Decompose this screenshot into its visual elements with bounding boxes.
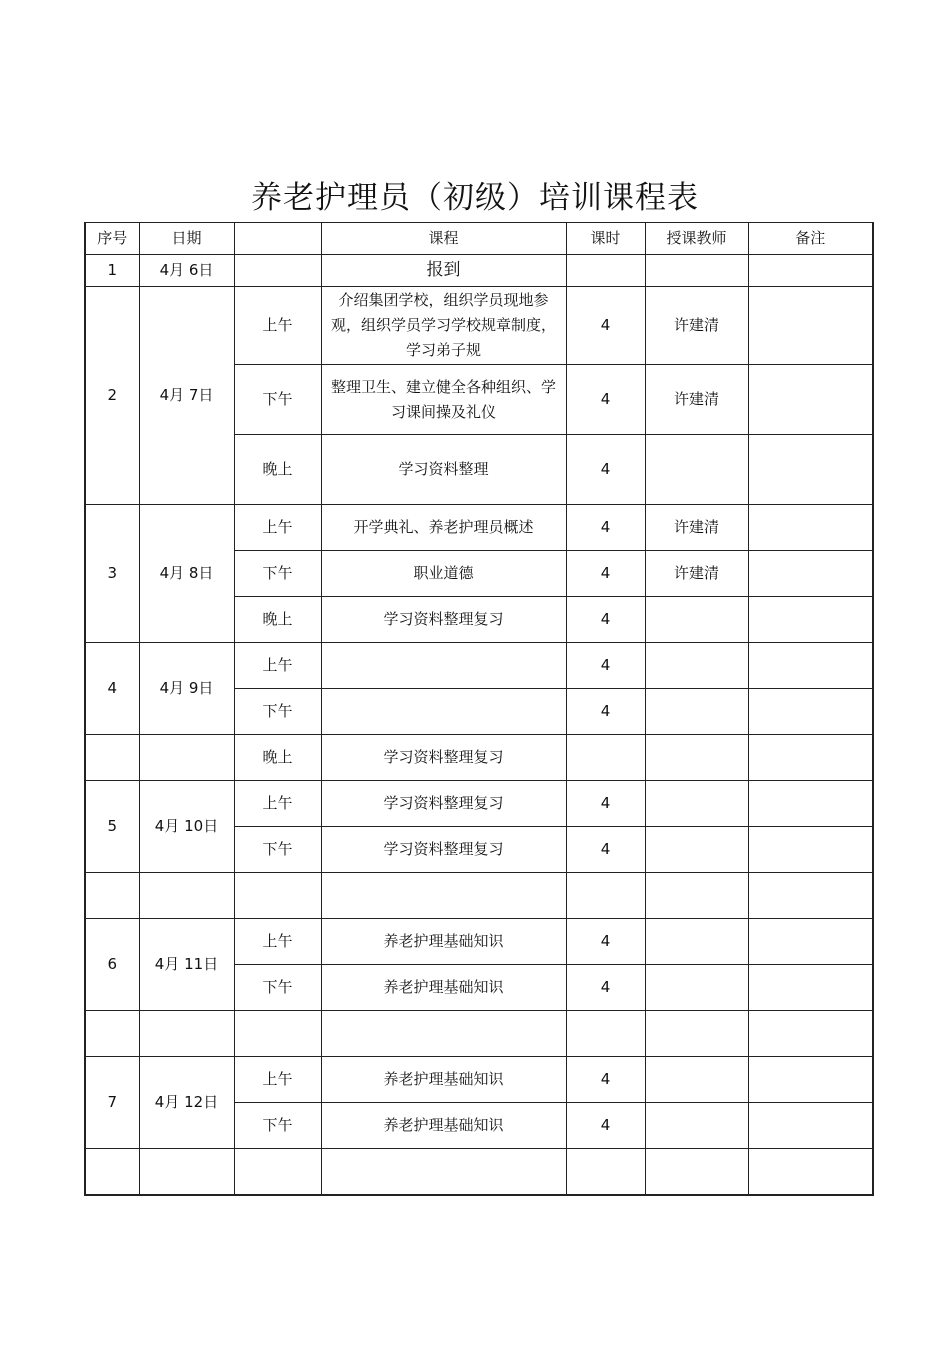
table-row xyxy=(85,919,873,965)
row-course xyxy=(321,643,566,689)
row-hours xyxy=(566,873,645,919)
row-teacher xyxy=(645,1103,748,1149)
row-remarks xyxy=(748,365,873,435)
header-hours: 课时 xyxy=(566,223,645,255)
table-row xyxy=(85,873,873,919)
row-period: 上午 xyxy=(234,287,321,365)
row-remarks xyxy=(748,1149,873,1195)
row-course: 学习资料整理复习 xyxy=(321,781,566,827)
row-remarks xyxy=(748,435,873,505)
row-period xyxy=(234,255,321,287)
row-no: 3 xyxy=(85,505,139,643)
row-period: 上午 xyxy=(234,643,321,689)
row-hours: 4 xyxy=(566,965,645,1011)
row-course: 报到 xyxy=(321,255,566,287)
row-remarks xyxy=(748,781,873,827)
row-course: 介绍集团学校，组织学员现地参观，组织学员学习学校规章制度，学习弟子规 xyxy=(321,287,566,365)
row-teacher xyxy=(645,1011,748,1057)
row-period: 下午 xyxy=(234,551,321,597)
row-course: 职业道德 xyxy=(321,551,566,597)
row-no: 2 xyxy=(85,287,139,505)
row-no: 6 xyxy=(85,919,139,1011)
row-period: 晚上 xyxy=(234,735,321,781)
row-course: 学习资料整理复习 xyxy=(321,597,566,643)
row-hours: 4 xyxy=(566,435,645,505)
row-period: 下午 xyxy=(234,827,321,873)
row-date: 4月 7日 xyxy=(139,287,234,505)
row-remarks xyxy=(748,873,873,919)
row-date xyxy=(139,735,234,781)
row-teacher: 许建清 xyxy=(645,365,748,435)
row-teacher: 许建清 xyxy=(645,551,748,597)
row-no xyxy=(85,1149,139,1195)
row-date: 4月 10日 xyxy=(139,781,234,873)
row-hours: 4 xyxy=(566,689,645,735)
row-teacher xyxy=(645,827,748,873)
row-date: 4月 9日 xyxy=(139,643,234,735)
row-remarks xyxy=(748,919,873,965)
row-period: 下午 xyxy=(234,365,321,435)
row-remarks xyxy=(748,597,873,643)
row-hours xyxy=(566,735,645,781)
row-remarks xyxy=(748,505,873,551)
row-teacher xyxy=(645,643,748,689)
row-date: 4月 6日 xyxy=(139,255,234,287)
row-hours: 4 xyxy=(566,597,645,643)
row-hours: 4 xyxy=(566,827,645,873)
row-remarks xyxy=(748,643,873,689)
row-teacher xyxy=(645,919,748,965)
row-hours: 4 xyxy=(566,643,645,689)
header-course: 课程 xyxy=(321,223,566,255)
row-teacher xyxy=(645,597,748,643)
row-teacher xyxy=(645,735,748,781)
page-title: 养老护理员（初级）培训课程表 xyxy=(251,180,699,216)
row-course: 养老护理基础知识 xyxy=(321,919,566,965)
header-teacher: 授课教师 xyxy=(645,223,748,255)
row-hours: 4 xyxy=(566,551,645,597)
row-teacher xyxy=(645,965,748,1011)
row-no: 4 xyxy=(85,643,139,735)
row-date: 4月 8日 xyxy=(139,505,234,643)
table-row xyxy=(85,1057,873,1103)
row-period: 下午 xyxy=(234,689,321,735)
row-period xyxy=(234,1011,321,1057)
row-date: 4月 12日 xyxy=(139,1057,234,1149)
row-remarks xyxy=(748,1057,873,1103)
table-row xyxy=(85,255,873,287)
header-remarks: 备注 xyxy=(748,223,873,255)
row-hours: 4 xyxy=(566,1057,645,1103)
row-hours: 4 xyxy=(566,781,645,827)
row-period xyxy=(234,873,321,919)
row-no xyxy=(85,1011,139,1057)
row-course: 学习资料整理复习 xyxy=(321,735,566,781)
row-teacher xyxy=(645,435,748,505)
schedule-table xyxy=(84,222,874,1196)
table-row xyxy=(85,287,873,365)
row-period: 上午 xyxy=(234,1057,321,1103)
header-date: 日期 xyxy=(139,223,234,255)
row-remarks xyxy=(748,827,873,873)
row-remarks xyxy=(748,735,873,781)
row-course: 养老护理基础知识 xyxy=(321,1103,566,1149)
row-remarks xyxy=(748,1011,873,1057)
table-row xyxy=(85,735,873,781)
header-period xyxy=(234,223,321,255)
row-period: 晚上 xyxy=(234,597,321,643)
row-hours: 4 xyxy=(566,505,645,551)
row-teacher: 许建清 xyxy=(645,287,748,365)
row-period: 下午 xyxy=(234,965,321,1011)
row-date xyxy=(139,873,234,919)
row-course: 养老护理基础知识 xyxy=(321,1057,566,1103)
row-date: 4月 11日 xyxy=(139,919,234,1011)
row-period: 上午 xyxy=(234,919,321,965)
row-hours: 4 xyxy=(566,365,645,435)
row-course xyxy=(321,689,566,735)
row-course xyxy=(321,1011,566,1057)
row-no: 1 xyxy=(85,255,139,287)
row-course xyxy=(321,873,566,919)
row-hours xyxy=(566,1011,645,1057)
row-hours: 4 xyxy=(566,287,645,365)
row-hours xyxy=(566,1149,645,1195)
row-course: 学习资料整理 xyxy=(321,435,566,505)
row-teacher xyxy=(645,1057,748,1103)
row-period: 晚上 xyxy=(234,435,321,505)
row-no: 5 xyxy=(85,781,139,873)
table-row xyxy=(85,781,873,827)
header-row xyxy=(85,223,873,255)
row-date xyxy=(139,1149,234,1195)
row-teacher xyxy=(645,1149,748,1195)
table-row xyxy=(85,643,873,689)
row-no: 7 xyxy=(85,1057,139,1149)
row-hours: 4 xyxy=(566,1103,645,1149)
row-teacher: 许建清 xyxy=(645,505,748,551)
row-course: 养老护理基础知识 xyxy=(321,965,566,1011)
row-no xyxy=(85,735,139,781)
row-period xyxy=(234,1149,321,1195)
row-remarks xyxy=(748,1103,873,1149)
row-teacher xyxy=(645,781,748,827)
row-period: 上午 xyxy=(234,781,321,827)
row-period: 上午 xyxy=(234,505,321,551)
row-hours xyxy=(566,255,645,287)
row-teacher xyxy=(645,689,748,735)
table-row xyxy=(85,1149,873,1195)
row-course: 开学典礼、养老护理员概述 xyxy=(321,505,566,551)
row-teacher xyxy=(645,255,748,287)
row-no xyxy=(85,873,139,919)
row-period: 下午 xyxy=(234,1103,321,1149)
row-remarks xyxy=(748,689,873,735)
header-no: 序号 xyxy=(85,223,139,255)
row-remarks xyxy=(748,255,873,287)
row-hours: 4 xyxy=(566,919,645,965)
row-date xyxy=(139,1011,234,1057)
row-course: 整理卫生、建立健全各种组织、学习课间操及礼仪 xyxy=(321,365,566,435)
row-remarks xyxy=(748,287,873,365)
table-row xyxy=(85,1011,873,1057)
row-teacher xyxy=(645,873,748,919)
table-row xyxy=(85,505,873,551)
row-course xyxy=(321,1149,566,1195)
row-remarks xyxy=(748,551,873,597)
row-remarks xyxy=(748,965,873,1011)
row-course: 学习资料整理复习 xyxy=(321,827,566,873)
